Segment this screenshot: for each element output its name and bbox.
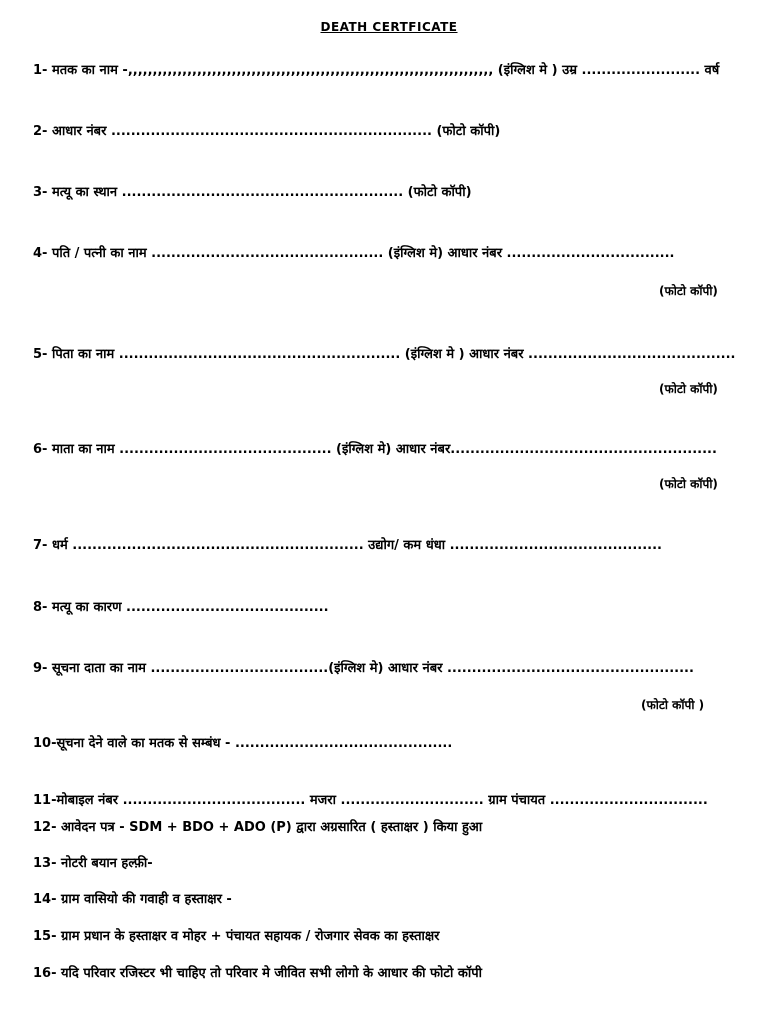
field-religion-occupation: 7- धर्म ........................................................... उद्योग/ कम धंधा ........................................... <box>33 538 662 553</box>
requirement-notary-affidavit: 13- नोटरी बयान हल्फ़ी- <box>33 856 153 871</box>
field-deceased-name: 1- मतक का नाम -,,,,,,,,,,,,,,,,,,,,,,,,,,,,,,,,,,,,,,,,,,,,,,,,,,,,,,,,,,,,,,,,,,,,,,,,,, (इंग्लिश मे ) उम्र ........................ वर्ष <box>33 63 720 78</box>
mother-photocopy-note: (फोटो कॉपी) <box>659 477 718 491</box>
requirement-villager-witness: 14- ग्राम वासियो की गवाही व हस्ताक्षर - <box>33 892 232 907</box>
field-cause-of-death: 8- मत्यू का कारण ......................................... <box>33 600 329 615</box>
field-place-of-death: 3- मत्यू का स्थान ......................................................... (फोटो कॉपी) <box>33 185 472 200</box>
field-informant-name: 9- सूचना दाता का नाम ....................................(इंग्लिश मे) आधार नंबर .................................................. <box>33 661 694 676</box>
father-photocopy-note: (फोटो कॉपी) <box>659 382 718 396</box>
field-spouse-name: 4- पति / पत्नी का नाम ............................................... (इंग्लिश मे) आधार नंबर .................................. <box>33 246 675 261</box>
field-mother-name: 6- माता का नाम ........................................... (इंग्लिश मे) आधार नंबर...................................................... <box>33 442 717 457</box>
requirement-pradhan-signature: 15- ग्राम प्रधान के हस्ताक्षर व मोहर + पंचायत सहायक / रोजगार सेवक का हस्ताक्षर <box>33 929 440 944</box>
field-father-name: 5- पिता का नाम ......................................................... (इंग्लिश मे ) आधार नंबर .......................................... <box>33 347 736 362</box>
informant-photocopy-note: (फोटो कॉपी ) <box>641 698 705 712</box>
document-title: DEATH CERTFICATE <box>320 20 458 34</box>
requirement-family-register: 16- यदि परिवार रजिस्टर भी चाहिए तो परिवार मे जीवित सभी लोगो के आधार की फोटो कॉपी <box>33 966 482 981</box>
spouse-photocopy-note: (फोटो कॉपी) <box>659 284 718 298</box>
field-informant-relation: 10-सूचना देने वाले का मतक से सम्बंध - ............................................ <box>33 736 453 751</box>
field-mobile-village: 11-मोबाइल नंबर ..................................... मजरा ............................. ग्राम पंचायत ................................ <box>33 793 708 808</box>
requirement-application-form: 12- आवेदन पत्र - SDM + BDO + ADO (P) द्वारा अग्रसारित ( हस्ताक्षर ) किया हुआ <box>33 820 483 835</box>
field-aadhaar-number: 2- आधार नंबर ................................................................. (फोटो कॉपी) <box>33 124 501 139</box>
